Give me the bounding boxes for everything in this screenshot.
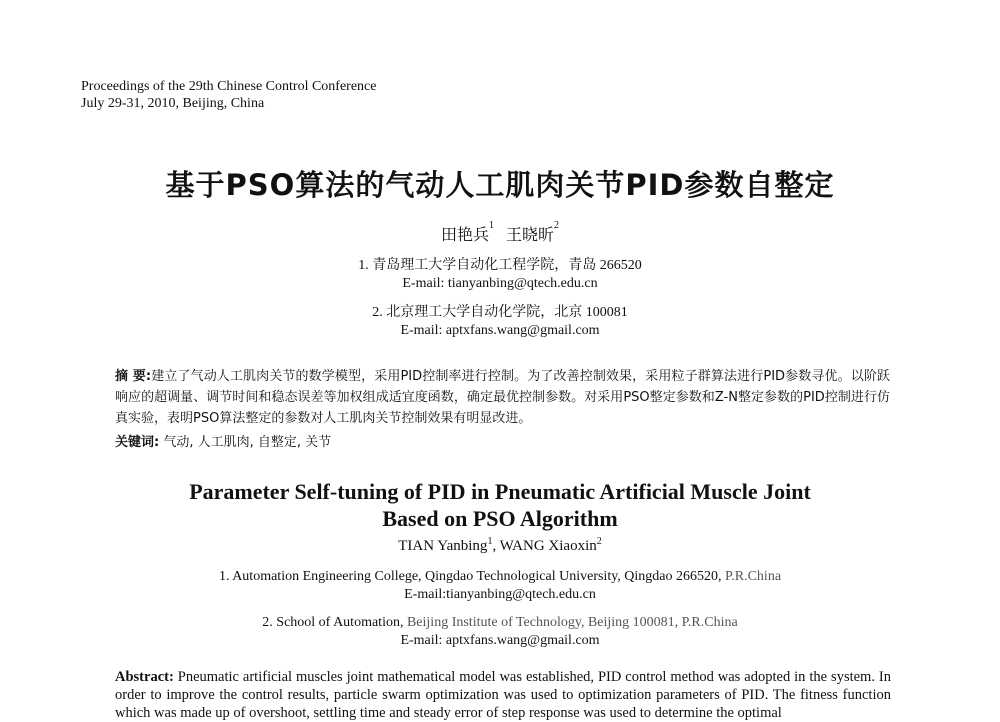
english-affiliation-1-email: E-mail:tianyanbing@qtech.edu.cn (404, 587, 596, 602)
english-affiliation-1-name (0, 568, 1000, 586)
english-affiliation-2-rest: Beijing Institute of Technology, Beijing 100081, P.R.China (406, 615, 738, 630)
english-abstract-label: Abstract: (115, 669, 174, 685)
chinese-abstract-text: 建立了气动人工肌肉关节的数学模型，采用PID控制率进行控制。为了改善控制效果，采用粒子群算法进行PID参数寻优。以阶跃响应的超调量、调节时间和稳态误差等加权组成适宜度函数，确定最优控制参数。对采用PSO整定参数和Z-N整定参数的PID控制进行仿真实验，表明PSO算法整定的参数对人工肌肉关节控制效果有明显改进。 (115, 369, 890, 426)
chinese-affiliation-2-name: 2. 北京理工大学自动化学院，北京 100081 (372, 305, 628, 320)
english-affiliation-1-country: P.R.China (725, 569, 782, 584)
chinese-affiliation-1 (0, 257, 1000, 293)
chinese-keywords-label: 关键词: (115, 435, 160, 450)
chinese-author-2: 王晓昕 (506, 227, 555, 244)
english-authors (0, 538, 1000, 555)
chinese-keywords (115, 431, 331, 450)
english-author-2: WANG Xiaoxin (499, 538, 597, 554)
english-title-line-1: Parameter Self-tuning of PID in Pneumatic Artificial Muscle Joint (189, 479, 811, 504)
english-affiliation-2 (0, 614, 1000, 650)
chinese-abstract-label: 摘 要: (115, 369, 152, 384)
english-abstract-text: Pneumatic artificial muscles joint mathematical model was established, PID control method was adopted in the system. In order to improve the control results, particle swarm optimization was used to optimization parameters of PID. The fitness function which was made up of overshoot, settling time and steady error of step response was used to determine the optimal (115, 669, 891, 721)
english-title-line-2: Based on PSO Algorithm (382, 506, 618, 531)
english-title (0, 478, 1000, 532)
conference-name: Proceedings of the 29th Chinese Control Conference (81, 79, 377, 94)
english-author-1-affiliation-mark: 1 (487, 536, 493, 547)
english-affiliation-1-main: 1. Automation Engineering College, Qingdao Technological University, Qingdao 266520, (218, 569, 726, 584)
chinese-author-1-affiliation-mark: 1 (489, 220, 494, 231)
english-author-separator: , (492, 538, 500, 554)
chinese-author-1: 田艳兵 (440, 227, 489, 244)
conference-info (81, 78, 376, 112)
chinese-abstract (115, 366, 890, 429)
chinese-authors (0, 222, 1000, 245)
english-affiliation-2-main: 2. School of Automation, (262, 615, 407, 630)
english-author-2-affiliation-mark: 2 (596, 536, 602, 547)
chinese-author-2-affiliation-mark: 2 (554, 220, 560, 231)
english-affiliation-1 (0, 568, 1000, 604)
chinese-affiliation-1-email: E-mail: tianyanbing@qtech.edu.cn (402, 276, 598, 291)
english-affiliation-2-email: E-mail: aptxfans.wang@gmail.com (400, 633, 600, 648)
chinese-keywords-text: 气动, 人工肌肉, 自整定, 关节 (163, 435, 332, 450)
chinese-affiliation-2-email: E-mail: aptxfans.wang@gmail.com (400, 323, 600, 338)
english-author-1: TIAN Yanbing (398, 538, 488, 554)
conference-date-location: July 29-31, 2010, Beijing, China (81, 96, 265, 111)
chinese-affiliation-2 (0, 304, 1000, 340)
english-affiliation-2-name (0, 614, 1000, 632)
chinese-affiliation-1-name: 1. 青岛理工大学自动化工程学院，青岛 266520 (358, 258, 642, 273)
chinese-title: 基于PSO算法的气动人工肌肉关节PID参数自整定 (165, 168, 835, 202)
